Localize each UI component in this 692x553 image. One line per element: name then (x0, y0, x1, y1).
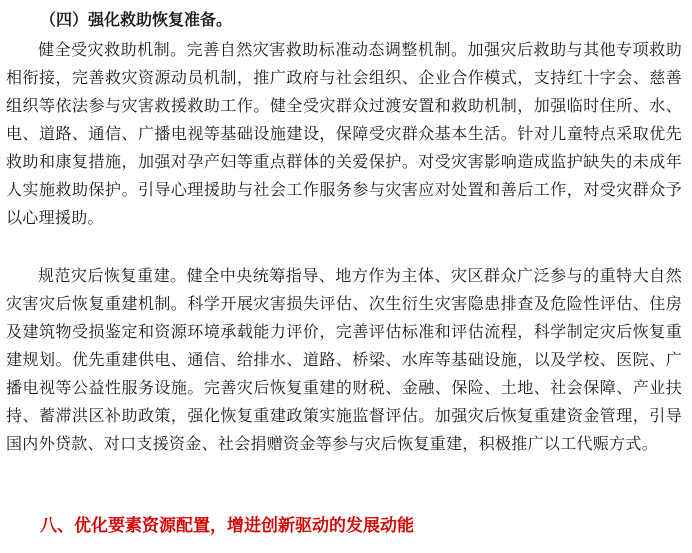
section-heading: 八、优化要素资源配置，增进创新驱动的发展动能 (40, 516, 414, 536)
paragraph-relief-mechanism: 健全受灾救助机制。完善自然灾害救助标准动态调整机制。加强灾后救助与其他专项救助相衔接，完善救灾资源动员机制，推广政府与社会组织、企业合作模式，支持红十字会、慈善组织等依法参与灾害救援救助工作。健全受灾群众过渡安置和救助机制，加强临时住所、水、电、道路、通信、广播电视等基础设施建设，保障受灾群众基本生活。针对儿童特点采取优先救助和康复措施，加强对孕产妇等重点群体的关爱保护。对受灾害影响造成监护缺失的未成年人实施救助保护。引导心理援助与社会工作服务参与灾害应对处置和善后工作，对受灾群众予以心理援助。 (6, 40, 682, 227)
paragraph-reconstruction: 规范灾后恢复重建。健全中央统筹指导、地方作为主体、灾区群众广泛参与的重特大自然灾害灾后恢复重建机制。科学开展灾害损失评估、次生衍生灾害隐患排查及危险性评估、住房及建筑物受损鉴定和资源环境承载能力评价，完善评估标准和评估流程，科学制定灾后恢复重建规划。优先重建供电、通信、给排水、道路、桥梁、水库等基础设施，以及学校、医院、广播电视等公益性服务设施。完善灾后恢复重建的财税、金融、保险、土地、社会保障、产业扶持、蓄滞洪区补助政策，强化恢复重建政策实施监督评估。加强灾后恢复重建资金管理，引导国内外贷款、对口支援资金、社会捐赠资金等参与灾后恢复重建，积极推广以工代赈方式。 (6, 266, 682, 453)
subsection-heading: （四）强化救助恢复准备。 (40, 10, 233, 29)
